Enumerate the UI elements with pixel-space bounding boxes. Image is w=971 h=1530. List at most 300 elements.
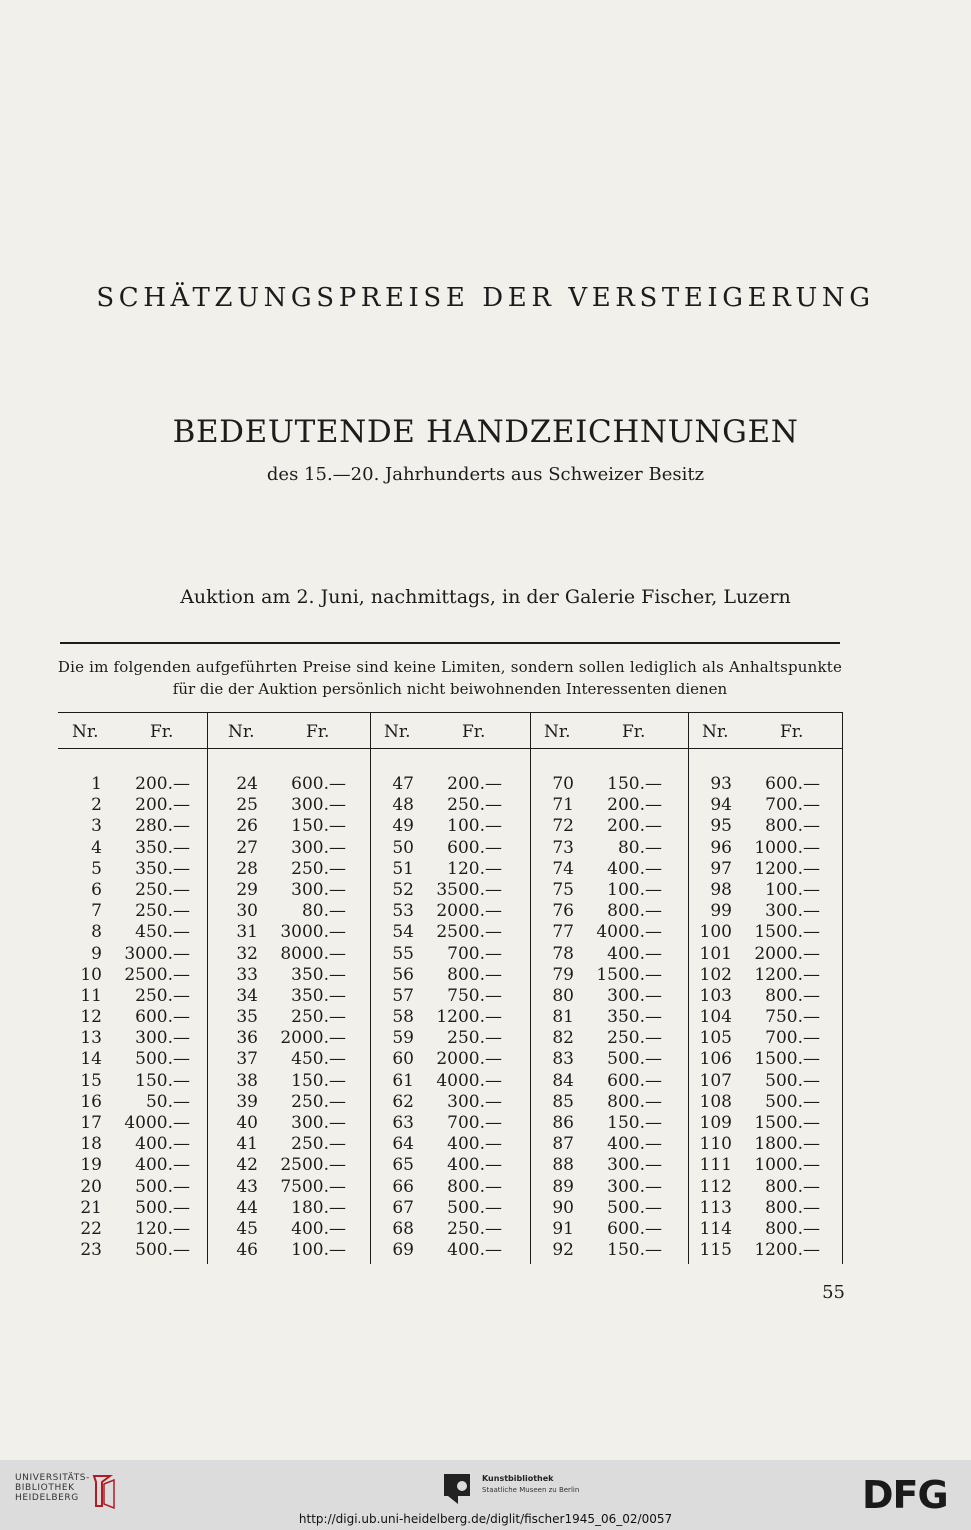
- lot-price: 150.—: [135, 1070, 190, 1091]
- lot-price: 4000.—: [124, 1113, 190, 1133]
- lot-number: 43: [236, 1176, 258, 1197]
- table-row: [530, 1113, 686, 1134]
- lot-number: 38: [236, 1070, 258, 1091]
- lot-number: 73: [552, 837, 574, 858]
- lot-number: 67: [392, 1197, 414, 1218]
- lot-price: 3000.—: [280, 922, 346, 943]
- lot-price: 2500.—: [436, 922, 502, 943]
- table-row: [58, 986, 214, 1007]
- lot-price: 400.—: [291, 1218, 346, 1239]
- lot-number: 51: [392, 858, 414, 879]
- table-row: [58, 838, 214, 859]
- lot-price: 250.—: [607, 1028, 662, 1049]
- lot-number: 92: [552, 1240, 574, 1261]
- lot-price: 500.—: [135, 1049, 190, 1070]
- lot-price: 300.—: [765, 901, 820, 922]
- table-row: [58, 1007, 214, 1028]
- table-row: [530, 859, 686, 880]
- table-row: [688, 774, 844, 795]
- lot-number: 63: [392, 1113, 414, 1133]
- lot-price: 400.—: [447, 1155, 502, 1176]
- lot-number: 60: [392, 1049, 414, 1070]
- lot-price: 150.—: [607, 1113, 662, 1133]
- lot-price: 600.—: [765, 774, 820, 794]
- table-row: [688, 859, 844, 880]
- table-row: [370, 1092, 526, 1113]
- table-row: [370, 1071, 526, 1092]
- table-row: [58, 1219, 214, 1240]
- lot-number: 32: [236, 943, 258, 964]
- lot-price: 120.—: [135, 1218, 190, 1239]
- column-header-fr: Fr.: [780, 722, 804, 742]
- lot-price: 1000.—: [754, 837, 820, 858]
- lot-price: 300.—: [291, 837, 346, 858]
- lot-number: 78: [552, 943, 574, 964]
- lot-number: 83: [552, 1049, 574, 1070]
- lot-number: 82: [552, 1028, 574, 1049]
- column-header-nr: Nr.: [228, 722, 255, 742]
- lot-price: 1200.—: [754, 964, 820, 985]
- table-column: [58, 712, 214, 1264]
- lot-price: 100.—: [291, 1240, 346, 1261]
- table-row: [58, 1177, 214, 1198]
- table-row: [214, 965, 370, 986]
- table-row: [688, 838, 844, 859]
- table-row: [530, 795, 686, 816]
- table-row: [58, 880, 214, 901]
- table-row: [214, 1240, 370, 1261]
- table-row: [370, 986, 526, 1007]
- lot-number: 47: [392, 774, 414, 794]
- table-row: [214, 1134, 370, 1155]
- lot-number: 87: [552, 1134, 574, 1155]
- lot-number: 94: [710, 795, 732, 816]
- lot-price: 400.—: [607, 1134, 662, 1155]
- lot-price: 800.—: [765, 1176, 820, 1197]
- lot-price: 250.—: [135, 879, 190, 900]
- lot-number: 103: [699, 985, 732, 1006]
- lot-price: 2500.—: [124, 964, 190, 985]
- divider: [60, 642, 840, 644]
- lot-price: 250.—: [291, 1091, 346, 1112]
- lot-number: 37: [236, 1049, 258, 1070]
- lot-price: 8000.—: [280, 943, 346, 964]
- lot-price: 7500.—: [280, 1176, 346, 1197]
- lot-number: 84: [552, 1070, 574, 1091]
- lot-number: 97: [710, 858, 732, 879]
- lot-price: 200.—: [607, 795, 662, 816]
- lot-number: 17: [80, 1113, 102, 1133]
- table-row: [688, 901, 844, 922]
- table-row: [530, 1240, 686, 1261]
- lot-price: 250.—: [135, 901, 190, 922]
- page-number: 55: [822, 1282, 845, 1303]
- lot-number: 23: [80, 1240, 102, 1261]
- lot-number: 21: [80, 1197, 102, 1218]
- table-row: [370, 1198, 526, 1219]
- table-row: [214, 901, 370, 922]
- table-row: [58, 1198, 214, 1219]
- library-mark-icon: [88, 1472, 118, 1512]
- lot-number: 88: [552, 1155, 574, 1176]
- table-row: [370, 965, 526, 986]
- lot-price: 700.—: [765, 1028, 820, 1049]
- lot-price: 350.—: [135, 837, 190, 858]
- lot-price: 500.—: [765, 1091, 820, 1112]
- lot-number: 50: [392, 837, 414, 858]
- table-row: [214, 880, 370, 901]
- lot-number: 112: [699, 1176, 732, 1197]
- table-row: [530, 1155, 686, 1176]
- lot-price: 100.—: [765, 879, 820, 900]
- auction-info: Auktion am 2. Juni, nachmittags, in der Galerie Fischer, Luzern: [180, 586, 791, 608]
- lot-number: 25: [236, 795, 258, 816]
- table-row: [530, 986, 686, 1007]
- lot-number: 85: [552, 1091, 574, 1112]
- lot-number: 24: [236, 774, 258, 794]
- lot-number: 28: [236, 858, 258, 879]
- table-row: [214, 1155, 370, 1176]
- lot-number: 114: [699, 1218, 732, 1239]
- table-row: [370, 774, 526, 795]
- lot-price: 250.—: [447, 1218, 502, 1239]
- table-row: [530, 774, 686, 795]
- table-row: [370, 1049, 526, 1070]
- table-row: [214, 816, 370, 837]
- lot-number: 62: [392, 1091, 414, 1112]
- lot-number: 53: [392, 901, 414, 922]
- lot-number: 4: [91, 837, 102, 858]
- lot-number: 102: [699, 964, 732, 985]
- table-row: [530, 1219, 686, 1240]
- lot-price: 100.—: [607, 879, 662, 900]
- lot-price: 200.—: [607, 816, 662, 837]
- table-row: [214, 1028, 370, 1049]
- lot-price: 350.—: [607, 1007, 662, 1028]
- lot-price: 800.—: [765, 985, 820, 1006]
- lot-price: 400.—: [135, 1155, 190, 1176]
- lot-number: 77: [552, 922, 574, 943]
- table-row: [688, 795, 844, 816]
- lot-number: 68: [392, 1218, 414, 1239]
- lot-number: 71: [552, 795, 574, 816]
- table-row: [214, 1071, 370, 1092]
- table-row: [530, 1177, 686, 1198]
- table-row: [214, 986, 370, 1007]
- table-row: [370, 859, 526, 880]
- table-row: [214, 1113, 370, 1134]
- lot-number: 100: [699, 922, 732, 943]
- table-row: [530, 1028, 686, 1049]
- lot-number: 46: [236, 1240, 258, 1261]
- lot-number: 2: [91, 795, 102, 816]
- lot-price: 100.—: [447, 816, 502, 837]
- table-row: [370, 1028, 526, 1049]
- column-header-nr: Nr.: [544, 722, 571, 742]
- lot-price: 200.—: [447, 774, 502, 794]
- lot-price: 300.—: [447, 1091, 502, 1112]
- column-header-fr: Fr.: [306, 722, 330, 742]
- lot-number: 108: [699, 1091, 732, 1112]
- lot-price: 250.—: [447, 1028, 502, 1049]
- lot-number: 109: [699, 1113, 732, 1133]
- lot-number: 110: [699, 1134, 732, 1155]
- lot-number: 65: [392, 1155, 414, 1176]
- lot-price: 500.—: [447, 1197, 502, 1218]
- lot-price: 600.—: [607, 1218, 662, 1239]
- table-row: [214, 838, 370, 859]
- table-row: [530, 901, 686, 922]
- lot-number: 70: [552, 774, 574, 794]
- table-row: [58, 901, 214, 922]
- lot-price: 250.—: [135, 985, 190, 1006]
- note-line-2: für die der Auktion persönlich nicht beiwohnenden Interessenten dienen: [172, 680, 728, 698]
- lot-price: 300.—: [607, 1155, 662, 1176]
- lot-number: 45: [236, 1218, 258, 1239]
- table-row: [58, 1049, 214, 1070]
- lot-price: 1200.—: [754, 1240, 820, 1261]
- table-row: [58, 965, 214, 986]
- price-table: [58, 712, 842, 1264]
- column-header-fr: Fr.: [462, 722, 486, 742]
- lot-price: 150.—: [607, 1240, 662, 1261]
- lot-price: 750.—: [765, 1007, 820, 1028]
- lot-price: 200.—: [135, 795, 190, 816]
- table-row: [58, 1071, 214, 1092]
- section-title: SCHÄTZUNGSPREISE DER VERSTEIGERUNG: [96, 283, 875, 313]
- lot-price: 600.—: [607, 1070, 662, 1091]
- lot-number: 33: [236, 964, 258, 985]
- lot-price: 250.—: [291, 1134, 346, 1155]
- library-logo-text: [15, 1473, 90, 1503]
- lot-number: 19: [80, 1155, 102, 1176]
- table-row: [688, 1049, 844, 1070]
- table-row: [688, 1092, 844, 1113]
- table-row: [688, 1198, 844, 1219]
- table-row: [58, 859, 214, 880]
- lot-price: 250.—: [291, 1007, 346, 1028]
- library-line: BIBLIOTHEK: [15, 1483, 75, 1493]
- page-title: BEDEUTENDE HANDZEICHNUNGEN: [172, 414, 799, 450]
- lot-price: 400.—: [447, 1134, 502, 1155]
- lot-number: 57: [392, 985, 414, 1006]
- lot-number: 10: [80, 964, 102, 985]
- table-row: [214, 1198, 370, 1219]
- lot-number: 48: [392, 795, 414, 816]
- table-row: [370, 1007, 526, 1028]
- lot-number: 74: [552, 858, 574, 879]
- lot-price: 500.—: [607, 1049, 662, 1070]
- lot-price: 750.—: [447, 985, 502, 1006]
- lot-price: 3500.—: [436, 879, 502, 900]
- lot-price: 250.—: [447, 795, 502, 816]
- lot-number: 107: [699, 1070, 732, 1091]
- lot-number: 72: [552, 816, 574, 837]
- lot-price: 600.—: [135, 1007, 190, 1028]
- lot-number: 104: [699, 1007, 732, 1028]
- table-row: [58, 1155, 214, 1176]
- lot-price: 1000.—: [754, 1155, 820, 1176]
- table-row: [688, 1113, 844, 1134]
- lot-price: 400.—: [135, 1134, 190, 1155]
- table-row: [530, 965, 686, 986]
- table-row: [58, 816, 214, 837]
- lot-number: 41: [236, 1134, 258, 1155]
- subtitle: des 15.—20. Jahrhunderts aus Schweizer Besitz: [266, 464, 705, 485]
- lot-number: 66: [392, 1176, 414, 1197]
- lot-number: 16: [80, 1091, 102, 1112]
- lot-price: 300.—: [135, 1028, 190, 1049]
- lot-number: 113: [699, 1197, 732, 1218]
- lot-price: 300.—: [607, 985, 662, 1006]
- table-row: [58, 774, 214, 795]
- lot-number: 5: [91, 858, 102, 879]
- lot-number: 91: [552, 1218, 574, 1239]
- table-row: [58, 944, 214, 965]
- lot-price: 400.—: [447, 1240, 502, 1261]
- lot-price: 180.—: [291, 1197, 346, 1218]
- source-url[interactable]: http://digi.ub.uni-heidelberg.de/diglit/fischer1945_06_02/0057: [298, 1512, 673, 1526]
- lot-price: 200.—: [135, 774, 190, 794]
- table-row: [214, 1092, 370, 1113]
- lot-price: 280.—: [135, 816, 190, 837]
- table-row: [688, 1028, 844, 1049]
- lot-price: 800.—: [447, 964, 502, 985]
- table-row: [370, 838, 526, 859]
- lot-number: 95: [710, 816, 732, 837]
- table-row: [530, 1092, 686, 1113]
- lot-number: 64: [392, 1134, 414, 1155]
- lot-number: 13: [80, 1028, 102, 1049]
- lot-price: 450.—: [291, 1049, 346, 1070]
- table-row: [58, 1134, 214, 1155]
- table-row: [58, 922, 214, 943]
- table-row: [688, 922, 844, 943]
- lot-price: 2500.—: [280, 1155, 346, 1176]
- lot-number: 98: [710, 879, 732, 900]
- table-row: [214, 1049, 370, 1070]
- lot-number: 54: [392, 922, 414, 943]
- lot-price: 3000.—: [124, 943, 190, 964]
- table-row: [530, 1007, 686, 1028]
- lot-number: 76: [552, 901, 574, 922]
- table-row: [214, 922, 370, 943]
- lot-price: 4000.—: [596, 922, 662, 943]
- lot-price: 300.—: [291, 879, 346, 900]
- table-row: [370, 1113, 526, 1134]
- table-row: [688, 1007, 844, 1028]
- lot-number: 69: [392, 1240, 414, 1261]
- column-header-fr: Fr.: [150, 722, 174, 742]
- lot-price: 600.—: [447, 837, 502, 858]
- lot-price: 300.—: [607, 1176, 662, 1197]
- table-row: [688, 965, 844, 986]
- lot-number: 49: [392, 816, 414, 837]
- lot-number: 14: [80, 1049, 102, 1070]
- lot-number: 31: [236, 922, 258, 943]
- table-row: [688, 944, 844, 965]
- lot-number: 6: [91, 879, 102, 900]
- lot-number: 30: [236, 901, 258, 922]
- kunstbibliothek-name: Kunstbibliothek: [482, 1474, 554, 1483]
- lot-price: 2000.—: [436, 1049, 502, 1070]
- lot-number: 44: [236, 1197, 258, 1218]
- lot-price: 400.—: [607, 858, 662, 879]
- lot-number: 29: [236, 879, 258, 900]
- lot-number: 52: [392, 879, 414, 900]
- lot-number: 8: [91, 922, 102, 943]
- table-row: [214, 859, 370, 880]
- lot-number: 9: [91, 943, 102, 964]
- lot-price: 150.—: [291, 816, 346, 837]
- table-row: [688, 986, 844, 1007]
- table-row: [688, 1155, 844, 1176]
- lot-price: 2000.—: [754, 943, 820, 964]
- lot-price: 2000.—: [436, 901, 502, 922]
- lot-number: 101: [699, 943, 732, 964]
- table-row: [370, 880, 526, 901]
- table-row: [688, 1071, 844, 1092]
- table-row: [214, 1007, 370, 1028]
- column-header-nr: Nr.: [384, 722, 411, 742]
- table-row: [214, 1219, 370, 1240]
- table-row: [214, 795, 370, 816]
- lot-number: 90: [552, 1197, 574, 1218]
- table-row: [530, 880, 686, 901]
- table-row: [530, 1134, 686, 1155]
- lot-number: 106: [699, 1049, 732, 1070]
- lot-price: 80.—: [617, 837, 662, 858]
- lot-number: 1: [91, 774, 102, 794]
- lot-price: 350.—: [291, 985, 346, 1006]
- lot-number: 26: [236, 816, 258, 837]
- lot-price: 150.—: [291, 1070, 346, 1091]
- lot-price: 400.—: [607, 943, 662, 964]
- lot-price: 50.—: [145, 1091, 190, 1112]
- lot-number: 34: [236, 985, 258, 1006]
- lot-number: 22: [80, 1218, 102, 1239]
- table-row: [370, 901, 526, 922]
- lot-price: 800.—: [765, 816, 820, 837]
- table-column: [530, 712, 686, 1264]
- table-column: [370, 712, 526, 1264]
- lot-number: 93: [710, 774, 732, 794]
- table-row: [370, 816, 526, 837]
- lot-price: 350.—: [291, 964, 346, 985]
- table-row: [530, 1198, 686, 1219]
- column-header-fr: Fr.: [622, 722, 646, 742]
- lot-number: 111: [699, 1155, 732, 1176]
- table-row: [530, 944, 686, 965]
- lot-price: 800.—: [447, 1176, 502, 1197]
- library-line: HEIDELBERG: [15, 1493, 79, 1503]
- lot-price: 700.—: [447, 1113, 502, 1133]
- kunstbibliothek-subtitle: Staatliche Museen zu Berlin: [482, 1486, 580, 1494]
- table-row: [530, 1071, 686, 1092]
- lot-number: 80: [552, 985, 574, 1006]
- lot-price: 300.—: [291, 1113, 346, 1133]
- table-row: [370, 1155, 526, 1176]
- lot-number: 81: [552, 1007, 574, 1028]
- lot-price: 250.—: [291, 858, 346, 879]
- lot-price: 2000.—: [280, 1028, 346, 1049]
- table-row: [370, 1177, 526, 1198]
- table-row: [214, 944, 370, 965]
- lot-price: 4000.—: [436, 1070, 502, 1091]
- lot-price: 350.—: [135, 858, 190, 879]
- table-column: [688, 712, 844, 1264]
- lot-price: 1500.—: [754, 1113, 820, 1133]
